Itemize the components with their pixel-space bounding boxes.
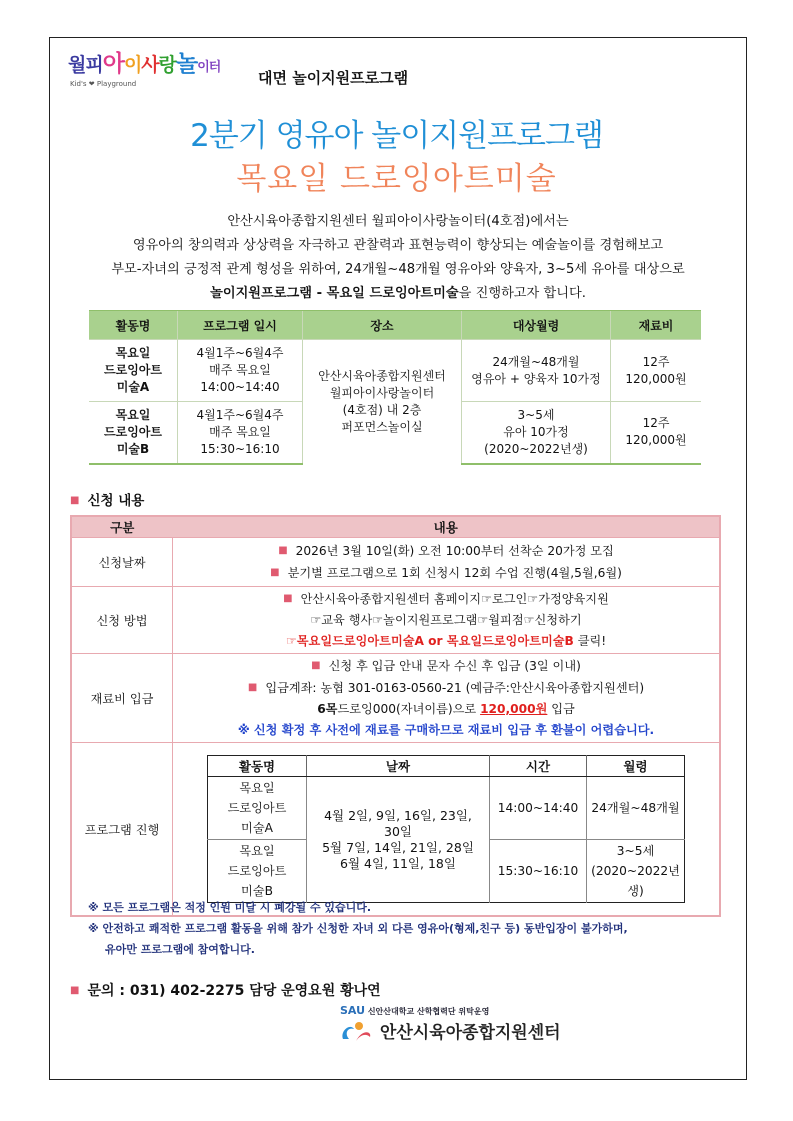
progress-table xyxy=(207,755,685,903)
table-row xyxy=(208,777,685,840)
square-bullet-icon: ■ xyxy=(270,567,280,578)
fee xyxy=(611,402,702,464)
col-header: 활동명 xyxy=(89,311,178,340)
activity-name xyxy=(208,840,307,903)
intro-line xyxy=(60,282,736,306)
cell-line: 매주 목요일 xyxy=(209,424,271,439)
cell-line: 안산시육아종합지원센터 xyxy=(318,368,446,383)
notes xyxy=(88,897,628,960)
cell-line: 15:30~16:10 xyxy=(200,441,280,456)
table-header-row xyxy=(71,516,720,538)
program-type-label: 대면 놀이지원프로그램 xyxy=(258,69,409,87)
cell-line: 5월 7일, 14일, 21일, 28일 xyxy=(322,839,474,855)
col-header: 구분 xyxy=(71,516,173,538)
cell-line: 미술A xyxy=(241,821,273,835)
application-table xyxy=(70,515,721,917)
content-text: 분기별 프로그램으로 1회 신청시 12회 수업 진행(4월,5월,6월) xyxy=(287,566,622,580)
cell-line: 드로잉아트 xyxy=(227,864,287,878)
logo-wordmark xyxy=(68,53,220,79)
cell-line: 120,000원 xyxy=(625,371,687,386)
table-row xyxy=(71,538,720,587)
center-name: 안산시육아종합지원센터 xyxy=(379,1023,561,1043)
cell-line: 미술B xyxy=(241,884,273,898)
contact-text: 문의 : 031) 402-2275 담당 운영요원 황나연 xyxy=(87,983,381,999)
content-text: 신청 후 입금 안내 문자 수신 후 입금 (3일 이내) xyxy=(328,659,581,673)
activity-name xyxy=(89,340,178,402)
note-line: ※ 안전하고 쾌적한 프로그램 활동을 위해 참가 신청한 자녀 외 다른 영유아(형제,친구 등) 동반입장이 불가하며, xyxy=(88,922,628,935)
content-line xyxy=(174,631,718,652)
cell-line: 12주 xyxy=(642,354,670,369)
center-logo xyxy=(340,1018,561,1043)
cell-line: 미술A xyxy=(116,380,150,394)
cell-line: 매주 목요일 xyxy=(209,363,271,377)
operator-note xyxy=(340,1004,489,1017)
schedule xyxy=(178,340,303,402)
schedule xyxy=(178,402,303,464)
table-header-row xyxy=(208,756,685,777)
row-label: 신청날짜 xyxy=(71,538,173,587)
refund-notice: ※ 신청 확정 후 사전에 재료를 구매하므로 재료비 입금 후 환불이 어렵습니다. xyxy=(237,723,655,737)
col-header: 재료비 xyxy=(611,311,702,340)
logo-part: 이 xyxy=(123,54,142,76)
time: 15:30~16:10 xyxy=(490,840,587,903)
intro-line: 영유아의 창의력과 상상력을 자극하고 관찰력과 표현능력이 향상되는 예술놀이를 경험해보고 xyxy=(132,238,664,253)
content-text: 6목 xyxy=(317,702,338,716)
cell-line: (2020~2022년생) xyxy=(484,441,588,456)
square-bullet-icon: ■ xyxy=(283,593,293,604)
cell-line: (2020~2022년생) xyxy=(591,864,680,898)
intro-line: 부모-자녀의 긍정적 관계 형성을 위하여, 24개월~48개월 영유아와 양육자, 3~5세 유아를 대상으로 xyxy=(111,262,685,277)
content-line xyxy=(174,588,718,610)
cell-line: 드로잉아트 xyxy=(104,424,162,439)
activity-name xyxy=(208,777,307,840)
row-content xyxy=(173,743,721,917)
target-age xyxy=(462,402,611,464)
cell-line: 월피아이사랑놀이터 xyxy=(329,385,435,400)
section-title-text: 신청 내용 xyxy=(87,493,145,509)
cell-line: (4호점) 내 2층 xyxy=(342,402,422,417)
col-header: 장소 xyxy=(303,311,462,340)
col-header: 대상월령 xyxy=(462,311,611,340)
cell-line: 24개월~48개월 xyxy=(492,354,580,369)
content-line xyxy=(174,677,718,699)
row-content xyxy=(173,654,721,743)
col-header: 활동명 xyxy=(208,756,307,777)
table-row xyxy=(71,587,720,654)
table-header-row xyxy=(89,311,701,340)
logo-part: 아 xyxy=(102,51,124,77)
dates xyxy=(307,777,490,903)
logo-part: 랑 xyxy=(158,54,177,76)
content-line: ☞교육 행사☞놀이지원프로그램☞월피점☞신청하기 xyxy=(310,613,582,627)
row-label: 신청 방법 xyxy=(71,587,173,654)
content-text: 입금계좌: 농협 301-0163-0560-21 (예금주:안산시육아종합지원센터) xyxy=(265,681,645,695)
square-bullet-icon: ■ xyxy=(311,660,321,671)
col-header: 월령 xyxy=(587,756,685,777)
col-header: 시간 xyxy=(490,756,587,777)
table-row xyxy=(71,743,720,917)
cell-line: 드로잉아트 xyxy=(104,363,162,377)
row-content xyxy=(173,538,721,587)
cell-line: 30일 xyxy=(384,823,412,839)
logo-subtitle: Kid's ❤ Playground xyxy=(70,80,137,88)
fee xyxy=(611,340,702,402)
section-title-application xyxy=(70,489,144,509)
row-content xyxy=(173,587,721,654)
cell-line: 14:00~14:40 xyxy=(200,380,280,394)
cell-line: 영유아 + 양육자 10가정 xyxy=(471,371,601,386)
square-bullet-icon: ■ xyxy=(247,682,258,693)
col-header: 프로그램 일시 xyxy=(178,311,303,340)
square-bullet-icon: ■ xyxy=(278,545,288,556)
contact-info xyxy=(70,980,381,1000)
age: 24개월~48개월 xyxy=(587,777,685,840)
intro-bold: 놀이지원프로그램 - 목요일 드로잉아트미술 xyxy=(210,286,459,301)
activity-name xyxy=(89,402,178,464)
cell-line: 드로잉아트 xyxy=(227,801,287,815)
title-sub: 목요일 드로잉아트미술 xyxy=(236,161,557,197)
content-text: 입금 xyxy=(547,702,575,716)
cell-line: 6월 4일, 11일, 18일 xyxy=(340,855,456,871)
time: 14:00~14:40 xyxy=(490,777,587,840)
intro-text xyxy=(60,210,736,306)
content-line xyxy=(174,655,718,677)
row-label: 프로그램 진행 xyxy=(71,743,173,917)
logo-part: 사 xyxy=(141,54,159,76)
age xyxy=(587,840,685,903)
sau-logo: SAU xyxy=(340,1004,366,1017)
program-table xyxy=(89,310,701,465)
location xyxy=(303,340,462,464)
logo-part: 월피 xyxy=(68,54,103,76)
logo-part: 이터 xyxy=(197,60,221,75)
content-text: 2026년 3월 10일(화) 오전 10:00부터 선착순 20가정 모집 xyxy=(295,544,614,558)
cell-line: 4월1주~6월4주 xyxy=(196,346,284,360)
fee-amount: 120,000원 xyxy=(480,702,548,716)
content-text: 드로잉000(자녀이름)으로 xyxy=(337,702,481,716)
cell-line: 목요일 xyxy=(239,781,275,795)
cell-line: 목요일 xyxy=(115,407,151,422)
cell-line: 유아 10가정 xyxy=(503,424,569,439)
square-bullet-icon: ■ xyxy=(70,985,80,996)
cell-line: 미술B xyxy=(116,441,150,456)
highlight-text: ☞목요일드로잉아트미술A or 목요일드로잉아트미술B xyxy=(285,634,574,648)
note-line: ※ 모든 프로그램은 적정 인원 미달 시 폐강될 수 있습니다. xyxy=(88,901,372,914)
cell-line: 3~5세 xyxy=(616,844,655,858)
content-line xyxy=(174,699,718,720)
operator-text: 신안산대학교 산학협력단 위탁운영 xyxy=(367,1007,490,1016)
cell-line: 12주 xyxy=(642,416,670,431)
content-text: 클릭! xyxy=(577,634,607,648)
title-main: 2분기 영유아 놀이지원프로그램 xyxy=(190,118,603,154)
table-row xyxy=(71,654,720,743)
content-line xyxy=(174,540,718,562)
content-text: 안산시육아종합지원센터 홈페이지☞로그인☞가정양육지원 xyxy=(300,592,609,606)
note-line: 유아만 프로그램에 참여합니다. xyxy=(105,943,255,956)
cell-line: 목요일 xyxy=(115,346,151,360)
square-bullet-icon: ■ xyxy=(70,495,80,506)
col-header: 내용 xyxy=(173,516,721,538)
cell-line: 4월1주~6월4주 xyxy=(196,407,284,422)
cell-line: 3~5세 xyxy=(517,407,555,422)
logo-part: 놀 xyxy=(176,51,198,77)
cell-line: 목요일 xyxy=(239,844,275,858)
table-row xyxy=(89,340,701,402)
cell-line: 4월 2일, 9일, 16일, 23일, xyxy=(324,807,472,823)
row-label: 재료비 입금 xyxy=(71,654,173,743)
target-age xyxy=(462,340,611,402)
cell-line: 120,000원 xyxy=(625,433,687,448)
cell-line: 퍼포먼스놀이실 xyxy=(341,419,423,434)
col-header: 날짜 xyxy=(307,756,490,777)
content-line xyxy=(174,562,718,584)
intro-line: 안산시육아종합지원센터 월피아이사랑놀이터(4호점)에서는 xyxy=(227,214,569,229)
intro-rest: 을 진행하고자 합니다. xyxy=(458,286,586,301)
center-logo-icon xyxy=(340,1019,374,1043)
